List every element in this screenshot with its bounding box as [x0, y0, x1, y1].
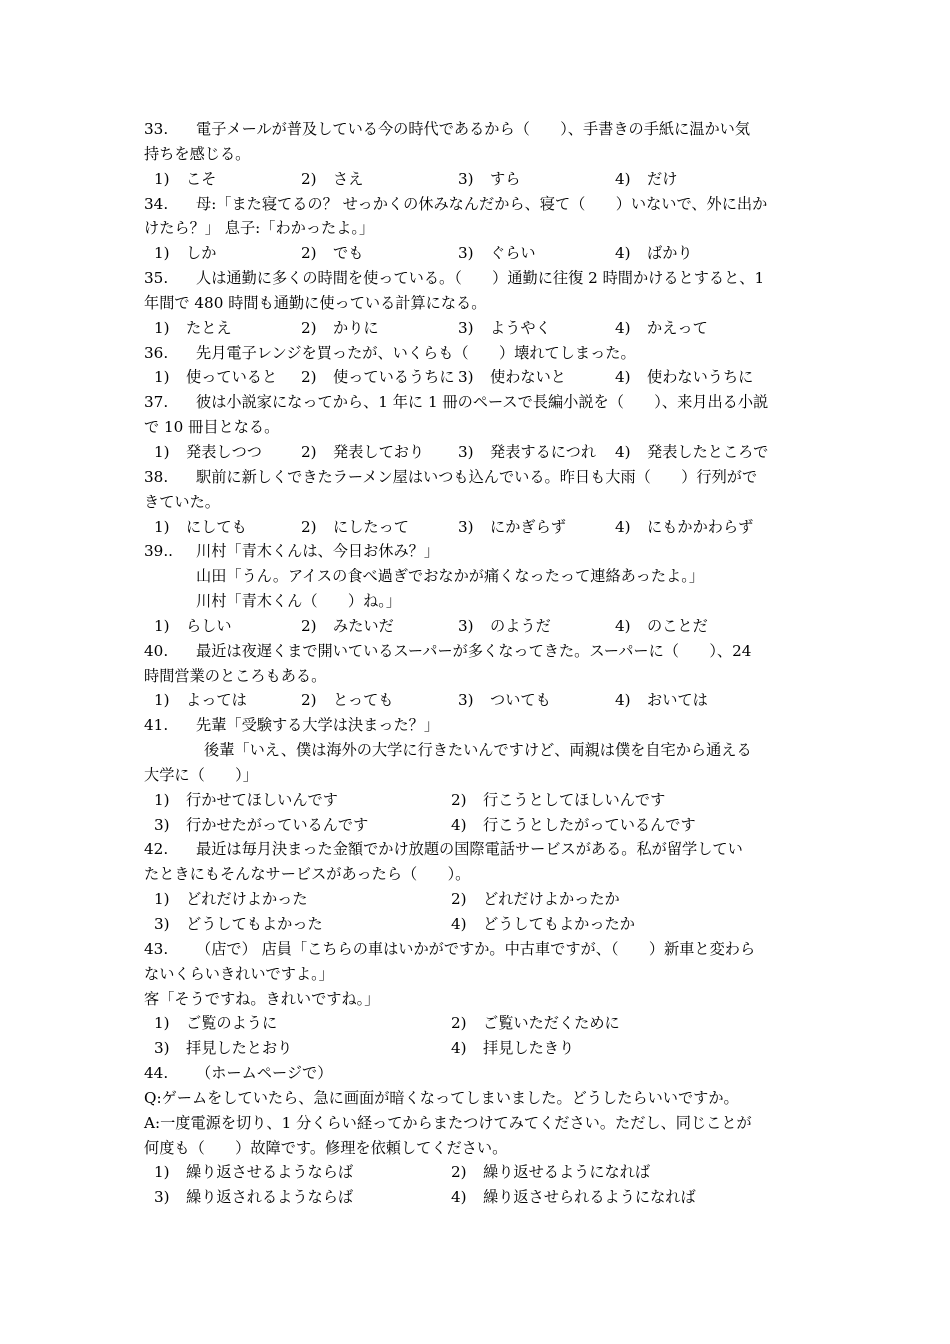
answer-option [301, 167, 458, 192]
option-number: 2) [301, 616, 317, 635]
option-number: 2) [301, 169, 317, 188]
answer-option [301, 316, 458, 341]
option-number: 4) [451, 815, 467, 834]
answer-option [144, 887, 451, 912]
options-row [144, 316, 808, 341]
options-row [144, 1036, 808, 1061]
option-number: 4) [451, 1188, 467, 1207]
option-text: ようやく [490, 318, 551, 337]
options-row [144, 614, 808, 639]
option-text: おいては [647, 691, 708, 710]
option-number: 3) [154, 915, 170, 933]
question-block [144, 341, 808, 391]
question-number: 44. [144, 1064, 169, 1083]
question-text: Q:ゲームをしていたら、急に画面が暗くなってしまいました。どうしたらいいですか。 [144, 1088, 739, 1107]
option-number: 1) [154, 1014, 170, 1033]
option-number: 3) [458, 616, 474, 635]
options-row [144, 440, 808, 465]
answer-option [458, 316, 615, 341]
question-text-line [144, 390, 808, 415]
answer-option [301, 515, 458, 540]
question-text-line [144, 192, 808, 217]
question-text: 何度も（ ）故障です。修理を依頼してください。 [144, 1138, 508, 1157]
question-text: 先月電子レンジを買ったが、いくらも（ ）壊れてしまった。 [196, 343, 636, 362]
answer-option [451, 813, 758, 838]
option-number: 3) [154, 1039, 170, 1058]
options-row [144, 1160, 808, 1185]
option-text: たとえ [186, 318, 232, 337]
option-text: 発表しており [333, 442, 425, 461]
answer-option [144, 1036, 451, 1061]
option-text: 発表しつつ [186, 442, 262, 461]
answer-option [458, 241, 615, 266]
question-text-line [144, 664, 808, 689]
option-number: 3) [458, 368, 474, 387]
options-row [144, 1185, 808, 1210]
question-text: 大学に（ ）」 [144, 765, 258, 784]
option-number: 3) [458, 244, 474, 263]
question-text: 電子メールが普及している今の時代であるから（ ）、手書きの手紙に温かい気 [196, 120, 751, 138]
question-text: 川村「青木くんは、今日お休み？」 [196, 542, 439, 561]
option-text: だけ [647, 169, 678, 188]
option-number: 1) [154, 244, 170, 263]
option-text: にしても [186, 517, 247, 536]
question-block [144, 937, 808, 1061]
question-text: 先輩「受験する大学は決まった？」 [196, 716, 439, 735]
option-text: 使っているうちに [333, 368, 455, 387]
option-number: 4) [615, 169, 631, 188]
option-text: 発表したところで [647, 442, 769, 461]
option-number: 1) [154, 442, 170, 461]
question-text-line [144, 738, 808, 763]
answer-option [615, 614, 772, 639]
option-text: ついても [490, 691, 551, 710]
question-block [144, 713, 808, 837]
question-block [144, 117, 808, 192]
option-number: 2) [301, 318, 317, 337]
question-text-line [144, 539, 808, 564]
question-text: 年間で 480 時間も通勤に使っている計算になる。 [144, 293, 487, 312]
option-number: 4) [615, 517, 631, 536]
option-number: 2) [301, 517, 317, 536]
question-text-line [144, 862, 808, 887]
question-number: 41. [144, 716, 169, 735]
option-text: とっても [333, 691, 394, 710]
options-row [144, 515, 808, 540]
question-text-line [144, 465, 808, 490]
question-text-line [144, 1136, 808, 1161]
option-number: 3) [154, 1188, 170, 1207]
option-text: 拝見したとおり [186, 1039, 293, 1058]
answer-option [615, 365, 772, 390]
question-text-line [144, 937, 808, 962]
option-number: 2) [451, 890, 467, 909]
option-number: 1) [154, 368, 170, 387]
answer-option [615, 515, 772, 540]
answer-option [615, 316, 772, 341]
question-text: 客「そうですね。きれいですね。」 [144, 989, 380, 1008]
option-text: 発表するにつれ [490, 442, 597, 461]
option-number: 4) [615, 368, 631, 387]
answer-option [615, 241, 772, 266]
option-number: 1) [154, 1163, 170, 1182]
options-row [144, 365, 808, 390]
question-text-line [144, 713, 808, 738]
answer-option [144, 241, 301, 266]
answer-option [615, 440, 772, 465]
option-text: 行こうとしたがっているんです [483, 815, 696, 834]
question-text-line [144, 142, 808, 167]
option-number: 1) [154, 890, 170, 909]
option-text: 行かせたがっているんです [186, 815, 369, 834]
answer-option [458, 365, 615, 390]
question-text-line [144, 490, 808, 515]
option-text: 繰り返せるようになれば [483, 1163, 651, 1182]
option-number: 4) [615, 318, 631, 337]
question-text: （店で） 店員「こちらの車はいかがですか。中古車ですが、（ ）新車と変わら [196, 939, 756, 958]
question-text-line [144, 1111, 808, 1136]
option-text: すら [490, 169, 521, 188]
option-text: にしたって [333, 517, 409, 536]
option-text: みたいだ [333, 616, 394, 635]
option-number: 1) [154, 790, 170, 809]
question-text-line [144, 1086, 808, 1111]
answer-option [144, 813, 451, 838]
option-text: ご覧いただくために [483, 1014, 620, 1033]
option-text: ばかり [647, 244, 693, 263]
question-text-line [144, 564, 808, 589]
answer-option [301, 688, 458, 713]
question-text: 後輩「いえ、僕は海外の大学に行きたいんですけど、両親は僕を自宅から通える [204, 741, 752, 760]
option-number: 4) [615, 442, 631, 461]
options-row [144, 241, 808, 266]
option-text: 使わないうちに [647, 368, 754, 387]
answer-option [458, 614, 615, 639]
question-number: 40. [144, 641, 169, 660]
option-number: 3) [154, 815, 170, 834]
option-number: 4) [451, 1039, 467, 1058]
question-text: 駅前に新しくできたラーメン屋はいつも込んでいる。昨日も大雨（ ）行列がで [196, 467, 758, 486]
question-number: 35. [144, 269, 169, 288]
option-text: にもかかわらず [647, 517, 754, 536]
answer-option [301, 614, 458, 639]
answer-option [144, 365, 301, 390]
question-text: 川村「青木くん（ ）ね。」 [196, 592, 402, 611]
answer-option [301, 440, 458, 465]
answer-option [451, 1036, 758, 1061]
question-text: ないくらいきれいですよ。」 [144, 964, 334, 983]
option-text: かえって [647, 318, 708, 337]
options-row [144, 887, 808, 912]
option-number: 2) [451, 1163, 467, 1182]
question-text-line [144, 117, 808, 142]
answer-option [451, 788, 758, 813]
answer-option [144, 316, 301, 341]
question-text: 山田「うん。アイスの食べ過ぎでおなかが痛くなったって連絡あったよ。」 [196, 567, 705, 586]
answer-option [144, 788, 451, 813]
answer-option [451, 1011, 758, 1036]
option-number: 4) [451, 915, 467, 933]
option-text: さえ [333, 169, 364, 188]
option-text: 行かせてほしいんです [186, 790, 338, 809]
question-text-line [144, 589, 808, 614]
question-text: 持ちを感じる。 [144, 144, 251, 163]
question-text: 人は通勤に多くの時間を使っている。（ ）通勤に往復 2 時間かけるとすると、1 [196, 269, 765, 288]
option-text: 使っていると [186, 368, 278, 387]
answer-option [144, 1011, 451, 1036]
question-block [144, 539, 808, 638]
question-block [144, 266, 808, 341]
question-block [144, 1061, 808, 1210]
answer-option [451, 912, 758, 937]
question-text-line [144, 415, 808, 440]
option-text: しか [186, 244, 217, 263]
question-text-line [144, 341, 808, 366]
question-text: （ホームページで） [196, 1064, 333, 1083]
option-number: 1) [154, 318, 170, 337]
answer-option [615, 167, 772, 192]
option-text: どれだけよかったか [483, 890, 620, 909]
question-text-line [144, 639, 808, 664]
answer-option [144, 912, 451, 937]
option-number: 3) [458, 169, 474, 188]
answer-option [615, 688, 772, 713]
option-text: のことだ [647, 616, 708, 635]
answer-option [458, 440, 615, 465]
option-number: 3) [458, 691, 474, 710]
option-number: 4) [615, 691, 631, 710]
option-text: でも [333, 244, 364, 263]
question-text: きていた。 [144, 492, 220, 511]
option-number: 2) [451, 790, 467, 809]
option-text: 繰り返させられるようになれば [483, 1188, 696, 1207]
answer-option [458, 515, 615, 540]
option-number: 3) [458, 517, 474, 536]
options-row [144, 813, 808, 838]
options-row [144, 1011, 808, 1036]
option-number: 2) [301, 368, 317, 387]
answer-option [144, 167, 301, 192]
question-block [144, 390, 808, 465]
answer-option [301, 365, 458, 390]
question-text: 最近は夜遅くまで開いているスーパーが多くなってきた。スーパーに（ ）、24 [196, 641, 752, 660]
option-text: どれだけよかった [186, 890, 308, 909]
answer-option [144, 1160, 451, 1185]
question-text-line [144, 291, 808, 316]
option-text: 拝見したきり [483, 1039, 575, 1058]
question-text-line [144, 837, 808, 862]
question-number: 36. [144, 343, 169, 362]
answer-option [144, 1185, 451, 1210]
question-text-line [144, 763, 808, 788]
question-text-line [144, 987, 808, 1012]
answer-option [144, 515, 301, 540]
option-number: 3) [458, 442, 474, 461]
option-number: 4) [615, 244, 631, 263]
option-text: かりに [333, 318, 379, 337]
question-text: で 10 冊目となる。 [144, 418, 280, 437]
option-number: 1) [154, 169, 170, 188]
question-text: 母:「また寝てるの？ せっかくの休みなんだから、寝て（ ）いないで、外に出か [196, 194, 768, 213]
question-text: けたら？」 息子:「わかったよ。」 [144, 219, 375, 238]
question-block [144, 639, 808, 714]
option-text: 繰り返させるようならば [186, 1163, 354, 1182]
answer-option [458, 688, 615, 713]
option-text: ぐらい [490, 244, 536, 263]
answer-option [301, 241, 458, 266]
question-block [144, 837, 808, 936]
option-number: 2) [301, 442, 317, 461]
question-number: 34. [144, 194, 169, 213]
question-text-line [144, 1061, 808, 1086]
option-text: 繰り返されるようならば [186, 1188, 354, 1207]
options-row [144, 688, 808, 713]
option-number: 2) [451, 1014, 467, 1033]
option-number: 2) [301, 691, 317, 710]
option-number: 1) [154, 517, 170, 536]
option-number: 1) [154, 691, 170, 710]
question-number: 39.. [144, 542, 173, 561]
option-text: 行こうとしてほしいんです [483, 790, 666, 809]
options-row [144, 788, 808, 813]
question-number: 37. [144, 393, 169, 412]
answer-option [458, 167, 615, 192]
option-text: よっては [186, 691, 247, 710]
option-number: 2) [301, 244, 317, 263]
question-text: たときにもそんなサービスがあったら（ ）。 [144, 865, 471, 884]
question-text: 彼は小説家になってから、1 年に 1 冊のペースで長編小説を（ ）、来月出る小説 [196, 393, 769, 412]
option-text: どうしてもよかった [186, 915, 323, 933]
option-text: 使わないと [490, 368, 566, 387]
question-text-line [144, 962, 808, 987]
question-number: 33. [144, 120, 169, 138]
option-number: 1) [154, 616, 170, 635]
answer-option [144, 440, 301, 465]
question-number: 42. [144, 840, 169, 859]
option-text: こそ [186, 169, 217, 188]
option-text: らしい [186, 616, 232, 635]
question-sheet [144, 117, 808, 1210]
question-text: 最近は毎月決まった金額でかけ放題の国際電話サービスがある。私が留学してい [196, 840, 743, 859]
answer-option [144, 614, 301, 639]
answer-option [144, 688, 301, 713]
answer-option [451, 887, 758, 912]
question-number: 43. [144, 939, 169, 958]
option-text: のようだ [490, 616, 551, 635]
options-row [144, 167, 808, 192]
option-text: ご覧のように [186, 1014, 278, 1033]
option-number: 3) [458, 318, 474, 337]
question-block [144, 192, 808, 267]
answer-option [451, 1185, 758, 1210]
answer-option [451, 1160, 758, 1185]
question-text-line [144, 266, 808, 291]
option-number: 4) [615, 616, 631, 635]
question-number: 38. [144, 467, 169, 486]
option-text: にかぎらず [490, 517, 566, 536]
options-row [144, 912, 808, 937]
question-text-line [144, 216, 808, 241]
question-text: 時間営業のところもある。 [144, 666, 327, 685]
question-block [144, 465, 808, 540]
option-text: どうしてもよかったか [483, 915, 635, 933]
question-text: A:一度電源を切り、1 分くらい経ってからまたつけてみてください。ただし、同じことが [144, 1113, 752, 1132]
